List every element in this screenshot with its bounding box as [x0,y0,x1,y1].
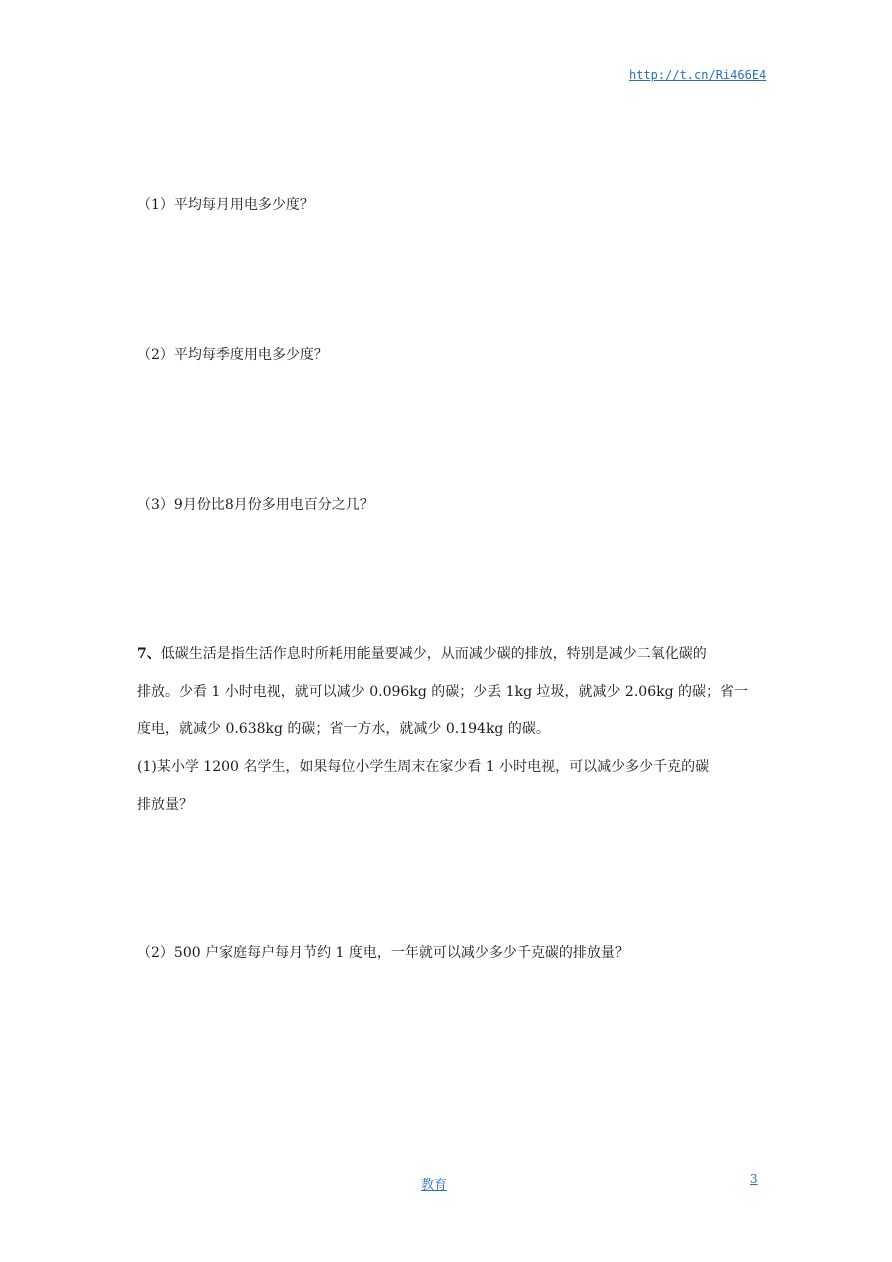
problem-7-line-1 [137,647,707,661]
problem-7-sub-1-line-1: (1)某小学 1200 名学生，如果每位小学生周末在家少看 1 小时电视，可以减少多少千克的碳 [137,759,710,775]
problem-7-sub-1-line-2: 排放量？ [137,797,193,813]
problem-7-sub-2: （2）500 户家庭每户每月节约 1 度电，一年就可以减少多少千克碳的排放量？ [137,945,629,961]
problem-7-line-3: 度电，就减少 0.638kg 的碳；省一方水，就减少 0.194kg 的碳。 [137,721,550,737]
question-6-part-2: （2）平均每季度用电多少度？ [137,347,328,363]
question-6-part-1: （1）平均每月用电多少度？ [137,197,314,213]
page-number: 3 [750,1172,758,1186]
problem-7-line-1-text: 低碳生活是指生活作息时所耗用能量要减少，从而减少碳的排放，特别是减少二氧化碳的 [160,646,707,662]
footer-link[interactable]: 教育 [421,1178,448,1193]
problem-7-number: 7、 [137,646,161,662]
question-6-part-3: （3）9月份比8月份多用电百分之几？ [137,497,374,513]
header-url-link[interactable]: http://t.cn/Ri466E4 [629,68,767,82]
problem-7-line-2: 排放。少看 1 小时电视，就可以减少 0.096kg 的碳；少丢 1kg 垃圾，就减少 2.06kg 的碳；省一 [137,684,749,700]
